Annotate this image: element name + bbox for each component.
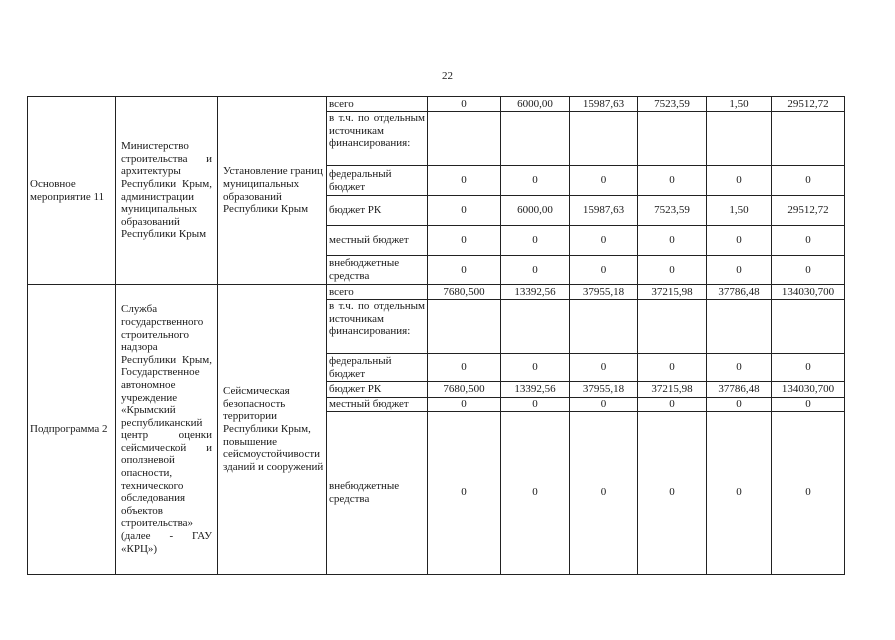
value-cell: 0 <box>501 411 570 574</box>
row-label: всего <box>327 285 428 300</box>
value-cell <box>428 300 501 354</box>
value-cell: 0 <box>428 196 501 226</box>
value-cell: 0 <box>570 398 638 412</box>
value-cell: 0 <box>772 226 845 256</box>
value-cell: 15987,63 <box>570 97 638 112</box>
value-cell: 0 <box>638 398 707 412</box>
section-name: Основное мероприятие 11 <box>28 97 116 285</box>
value-cell: 7523,59 <box>638 196 707 226</box>
row-label: местный бюджет <box>327 226 428 256</box>
value-cell <box>707 300 772 354</box>
row-label: местный бюджет <box>327 398 428 412</box>
value-cell: 0 <box>570 354 638 382</box>
row-label: федеральный бюджет <box>327 354 428 382</box>
value-cell: 0 <box>428 354 501 382</box>
row-label: бюджет РК <box>327 196 428 226</box>
value-cell <box>428 112 501 166</box>
value-cell: 6000,00 <box>501 97 570 112</box>
value-cell: 0 <box>638 256 707 285</box>
value-cell <box>501 112 570 166</box>
value-cell: 0 <box>707 354 772 382</box>
value-cell: 0 <box>772 354 845 382</box>
value-cell <box>501 300 570 354</box>
row-label: в т.ч. по отдельным источникам финансирования: <box>327 300 428 354</box>
value-cell: 0 <box>570 256 638 285</box>
value-cell: 0 <box>772 411 845 574</box>
value-cell: 15987,63 <box>570 196 638 226</box>
value-cell: 0 <box>501 354 570 382</box>
value-cell: 0 <box>638 354 707 382</box>
section-goal: Установление границ муниципальных образований Республики Крым <box>218 97 327 285</box>
value-cell: 37955,18 <box>570 285 638 300</box>
value-cell: 37786,48 <box>707 382 772 398</box>
value-cell: 7523,59 <box>638 97 707 112</box>
value-cell: 134030,700 <box>772 285 845 300</box>
value-cell: 0 <box>501 166 570 196</box>
section-executor: Служба государственного строительного надзора Республики Крым, Государственное автономное учреждение «Крымский республиканский центр оценки сейсмической и оползневой опасности, технического обследования объектов строительства» (далее - ГАУ «КРЦ») <box>116 285 218 575</box>
value-cell: 37215,98 <box>638 382 707 398</box>
value-cell: 0 <box>428 398 501 412</box>
value-cell: 0 <box>428 97 501 112</box>
section-goal: Сейсмическая безопасность территории Республики Крым, повышение сейсмоустойчивости зданий и сооружений <box>218 285 327 575</box>
value-cell: 37955,18 <box>570 382 638 398</box>
value-cell: 0 <box>501 398 570 412</box>
value-cell <box>772 112 845 166</box>
value-cell: 0 <box>772 166 845 196</box>
value-cell: 0 <box>428 166 501 196</box>
value-cell: 0 <box>501 256 570 285</box>
value-cell: 0 <box>707 398 772 412</box>
row-label: в т.ч. по отдельным источникам финансирования: <box>327 112 428 166</box>
row-label: всего <box>327 97 428 112</box>
value-cell <box>638 112 707 166</box>
value-cell: 0 <box>707 166 772 196</box>
section-executor: Министерство строительства и архитектуры Республики Крым, администрации муниципальных образований Республики Крым <box>116 97 218 285</box>
value-cell <box>638 300 707 354</box>
value-cell <box>772 300 845 354</box>
value-cell: 0 <box>570 166 638 196</box>
value-cell: 7680,500 <box>428 285 501 300</box>
value-cell: 37215,98 <box>638 285 707 300</box>
value-cell: 0 <box>638 226 707 256</box>
row-label: бюджет РК <box>327 382 428 398</box>
value-cell: 0 <box>638 166 707 196</box>
value-cell: 0 <box>707 256 772 285</box>
row-label: внебюджетные средства <box>327 256 428 285</box>
budget-table-body <box>28 97 845 575</box>
value-cell: 0 <box>501 226 570 256</box>
budget-table <box>27 96 845 575</box>
page-number: 22 <box>442 70 453 82</box>
value-cell: 0 <box>772 398 845 412</box>
value-cell: 7680,500 <box>428 382 501 398</box>
value-cell: 0 <box>428 411 501 574</box>
value-cell <box>570 112 638 166</box>
table-row <box>28 285 845 300</box>
value-cell: 13392,56 <box>501 285 570 300</box>
value-cell: 134030,700 <box>772 382 845 398</box>
value-cell: 0 <box>428 256 501 285</box>
value-cell: 6000,00 <box>501 196 570 226</box>
table-row <box>28 97 845 112</box>
value-cell: 37786,48 <box>707 285 772 300</box>
value-cell: 0 <box>570 226 638 256</box>
value-cell <box>707 112 772 166</box>
value-cell: 0 <box>428 226 501 256</box>
value-cell <box>570 300 638 354</box>
value-cell: 0 <box>570 411 638 574</box>
value-cell: 1,50 <box>707 196 772 226</box>
value-cell: 29512,72 <box>772 196 845 226</box>
value-cell: 1,50 <box>707 97 772 112</box>
value-cell: 0 <box>707 226 772 256</box>
value-cell: 0 <box>707 411 772 574</box>
row-label: федеральный бюджет <box>327 166 428 196</box>
value-cell: 0 <box>772 256 845 285</box>
section-name: Подпрограмма 2 <box>28 285 116 575</box>
value-cell: 13392,56 <box>501 382 570 398</box>
value-cell: 0 <box>638 411 707 574</box>
value-cell: 29512,72 <box>772 97 845 112</box>
row-label: внебюджетные средства <box>327 411 428 574</box>
